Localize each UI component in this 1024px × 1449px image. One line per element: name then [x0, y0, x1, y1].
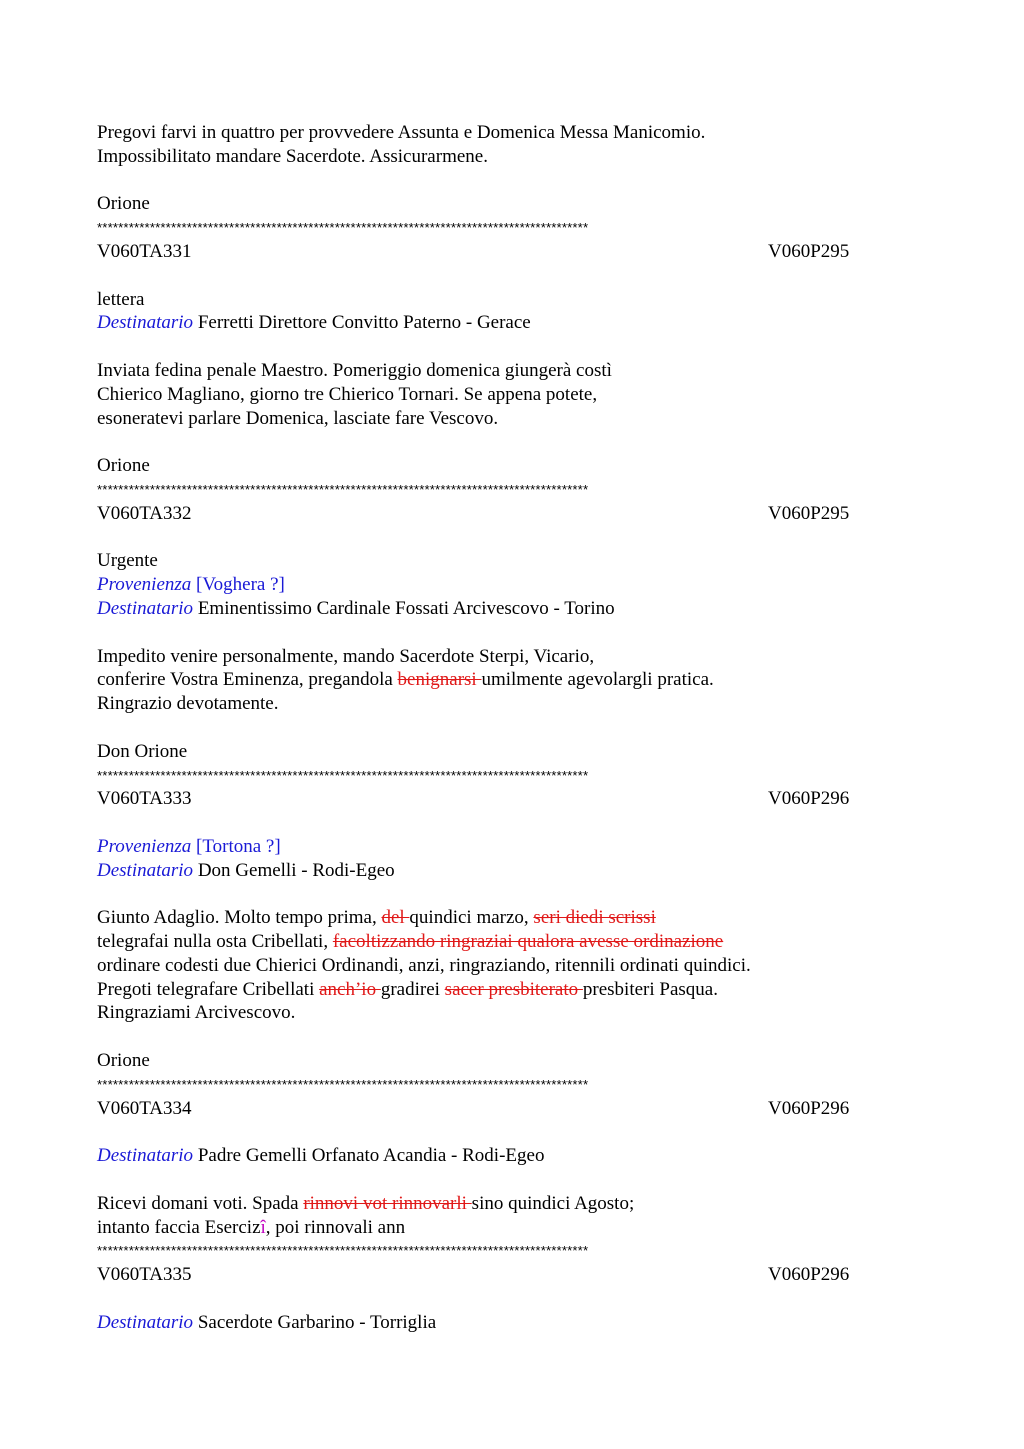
recipient-label: Destinatario [97, 859, 194, 881]
separator: ********************************************************************************************* [97, 1243, 589, 1259]
separator: ********************************************************************************************* [97, 767, 589, 783]
recipient-line [97, 597, 927, 621]
recipient-value: Eminentissimo Cardinale Fossati Arcivescovo - Torino [197, 597, 615, 619]
body-line: Chierico Magliano, giorno tre Chierico Tornari. Se appena potete, [97, 383, 598, 405]
deleted-text: seri diedi scrissi [533, 907, 656, 929]
recipient-value: Don Gemelli - Rodi-Egeo [197, 859, 395, 881]
spacer [97, 883, 927, 907]
deleted-text: facoltizzando ringraziai qualora avesse ordinazione [332, 931, 724, 953]
origin-value: [Voghera ?] [196, 574, 285, 596]
deleted-text: sacer presbiterato [444, 978, 583, 1000]
entry-header [97, 1263, 927, 1287]
spacer [97, 526, 927, 550]
signature: Don Orione [97, 740, 188, 762]
body-line [97, 1216, 927, 1240]
signature: Orione [97, 455, 150, 477]
body-text: umilmente agevolargli pratica. [481, 669, 714, 691]
deleted-text: del [381, 907, 410, 929]
body-line [97, 930, 927, 954]
body-text: , poi rinnovali ann [265, 1216, 406, 1238]
entry-code: V060TA331 [97, 240, 192, 262]
body-line [97, 668, 927, 692]
entry-page-ref: V060P296 [768, 788, 850, 810]
spacer [97, 264, 927, 288]
intro-line-2: Impossibilitato mandare Sacerdote. Assicurarmene. [97, 145, 488, 167]
body-text: sino quindici Agosto; [471, 1192, 635, 1214]
entry-code: V060TA332 [97, 502, 192, 524]
body-text: conferire Vostra Eminenza, pregandola [97, 669, 398, 691]
recipient-line [97, 1144, 927, 1168]
recipient-label: Destinatario [97, 597, 194, 619]
body-text: Ricevi domani voti. Spada [97, 1192, 304, 1214]
body-line: Ringraziami Arcivescovo. [97, 1002, 296, 1024]
deleted-text: anch’io [319, 978, 381, 1000]
recipient-value: Ferretti Direttore Convitto Paterno - Gerace [197, 312, 531, 334]
body-text: quindici marzo, [409, 907, 534, 929]
origin-value: [Tortona ?] [196, 835, 281, 857]
separator: ********************************************************************************************* [97, 220, 589, 236]
entry-header [97, 1097, 927, 1121]
signature: Orione [97, 1050, 150, 1072]
spacer [97, 1025, 927, 1049]
origin-label: Provenienza [97, 574, 192, 596]
body-line: Inviata fedina penale Maestro. Pomeriggio domenica giungerà costì [97, 359, 612, 381]
entry-header [97, 502, 927, 526]
origin-line [97, 573, 927, 597]
recipient-label: Destinatario [97, 1311, 194, 1333]
entry-header [97, 787, 927, 811]
body-line: Ringrazio devotamente. [97, 693, 279, 715]
spacer [97, 430, 927, 454]
recipient-value: Sacerdote Garbarino - Torriglia [197, 1311, 437, 1333]
recipient-line [97, 859, 927, 883]
entry-code: V060TA334 [97, 1097, 192, 1119]
body-line [97, 906, 927, 930]
spacer [97, 1168, 927, 1192]
intro-line-1: Pregovi farvi in quattro per provvedere Assunta e Domenica Messa Manicomio. [97, 122, 706, 143]
body-line: esoneratevi parlare Domenica, lasciate fare Vescovo. [97, 407, 499, 429]
entry-type: lettera [97, 288, 145, 310]
separator: ********************************************************************************************* [97, 1076, 589, 1092]
spacer [97, 335, 927, 359]
recipient-line [97, 311, 927, 335]
body-line: Impedito venire personalmente, mando Sacerdote Sterpi, Vicario, [97, 645, 595, 667]
recipient-line [97, 1311, 927, 1335]
recipient-value: Padre Gemelli Orfanato Acandia - Rodi-Egeo [197, 1145, 545, 1167]
entry-code: V060TA333 [97, 788, 192, 810]
body-text: telegrafai nulla osta Cribellati, [97, 931, 333, 953]
body-text: gradirei [380, 978, 445, 1000]
spacer [97, 1287, 927, 1311]
origin-label: Provenienza [97, 835, 192, 857]
spacer [97, 621, 927, 645]
entry-page-ref: V060P296 [768, 1264, 850, 1286]
intro-signature: Orione [97, 193, 150, 215]
entry-header [97, 240, 927, 264]
body-text: Pregoti telegrafare Cribellati [97, 978, 320, 1000]
origin-line [97, 835, 927, 859]
spacer [97, 169, 927, 193]
body-text: intanto faccia Eserciz [97, 1216, 261, 1238]
body-line: ordinare codesti due Chierici Ordinandi, anzi, ringraziando, ritennili ordinati quindici. [97, 954, 751, 976]
body-text: presbiteri Pasqua. [582, 978, 718, 1000]
uncertain-char: î [260, 1216, 266, 1238]
recipient-label: Destinatario [97, 1145, 194, 1167]
spacer [97, 811, 927, 835]
spacer [97, 1120, 927, 1144]
entry-page-ref: V060P295 [768, 240, 850, 262]
body-line [97, 978, 927, 1002]
spacer [97, 716, 927, 740]
entry-page-ref: V060P296 [768, 1097, 850, 1119]
entry-page-ref: V060P295 [768, 502, 850, 524]
body-line [97, 1192, 927, 1216]
document-page [97, 121, 927, 1335]
entry-type: Urgente [97, 550, 158, 572]
recipient-label: Destinatario [97, 312, 194, 334]
body-text: Giunto Adaglio. Molto tempo prima, [97, 907, 382, 929]
deleted-text: rinnovi vot rinnovarli [303, 1192, 472, 1214]
deleted-text: benignarsi [397, 669, 482, 691]
entry-code: V060TA335 [97, 1264, 192, 1286]
separator: ********************************************************************************************* [97, 481, 589, 497]
